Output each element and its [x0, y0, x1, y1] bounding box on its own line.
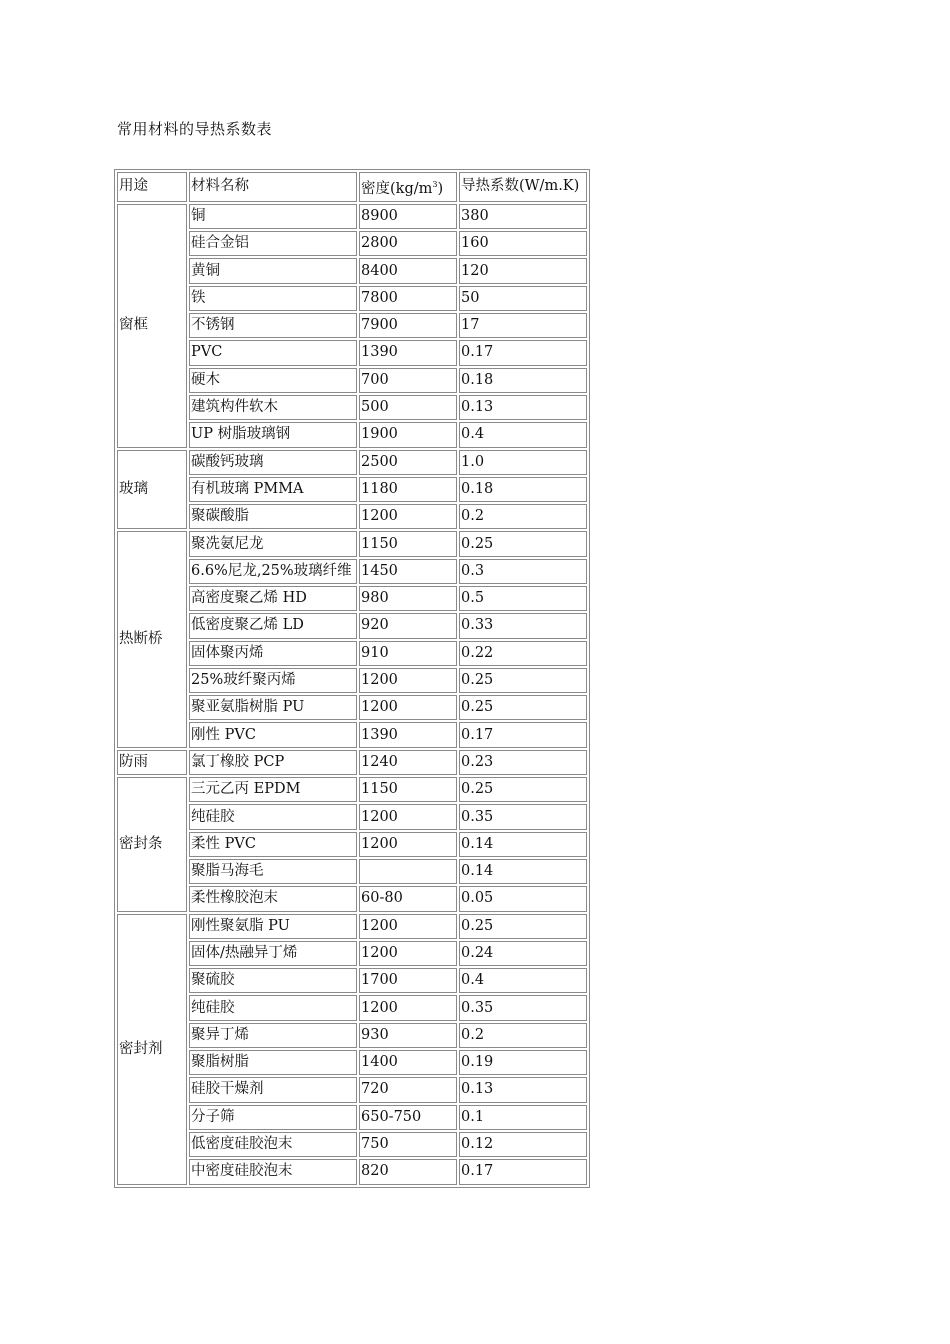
cell-conductivity: 0.25: [459, 695, 587, 720]
cell-use: 玻璃: [117, 450, 187, 530]
table-row: [117, 1077, 587, 1102]
cell-density: 60-80: [359, 886, 457, 911]
table-row: [117, 859, 587, 884]
cell-material-name: 聚硫胶: [189, 968, 357, 993]
cell-material-name: 固体/热融异丁烯: [189, 941, 357, 966]
cell-conductivity: 0.19: [459, 1050, 587, 1075]
cell-conductivity: 0.1: [459, 1105, 587, 1130]
table-row: [117, 941, 587, 966]
cell-conductivity: 0.25: [459, 914, 587, 939]
cell-density: 1390: [359, 722, 457, 747]
table-row: [117, 1159, 587, 1184]
header-density-prefix: 密度(kg/m: [361, 180, 433, 197]
cell-density: 1400: [359, 1050, 457, 1075]
cell-density: 1180: [359, 477, 457, 502]
cell-conductivity: 0.05: [459, 886, 587, 911]
cell-density: 930: [359, 1023, 457, 1048]
table-row: [117, 750, 587, 775]
cell-material-name: 聚脂马海毛: [189, 859, 357, 884]
cell-density: 8400: [359, 258, 457, 283]
cell-material-name: 聚异丁烯: [189, 1023, 357, 1048]
page-title: 常用材料的导热系数表: [117, 120, 273, 138]
cell-density: 820: [359, 1159, 457, 1184]
cell-conductivity: 0.18: [459, 368, 587, 393]
table-row: [117, 313, 587, 338]
cell-material-name: 黄铜: [189, 258, 357, 283]
cell-conductivity: 0.14: [459, 832, 587, 857]
cell-conductivity: 0.35: [459, 995, 587, 1020]
cell-material-name: 硅胶干燥剂: [189, 1077, 357, 1102]
cell-material-name: 刚性聚氨脂 PU: [189, 914, 357, 939]
cell-density: 1900: [359, 422, 457, 447]
cell-density: 1200: [359, 504, 457, 529]
cell-conductivity: 0.22: [459, 641, 587, 666]
cell-density: 2500: [359, 450, 457, 475]
table-row: [117, 886, 587, 911]
cell-use: 防雨: [117, 750, 187, 775]
cell-material-name: 柔性 PVC: [189, 832, 357, 857]
cell-material-name: 不锈钢: [189, 313, 357, 338]
cell-density: 1200: [359, 995, 457, 1020]
cell-material-name: 分子筛: [189, 1105, 357, 1130]
cell-density: 1150: [359, 531, 457, 556]
cell-density: 1150: [359, 777, 457, 802]
thermal-conductivity-table: [114, 169, 590, 1188]
cell-conductivity: 0.24: [459, 941, 587, 966]
cell-material-name: 柔性橡胶泡末: [189, 886, 357, 911]
cell-density: 920: [359, 613, 457, 638]
cell-density: 2800: [359, 231, 457, 256]
cell-conductivity: 0.25: [459, 531, 587, 556]
cell-material-name: 硬木: [189, 368, 357, 393]
table-row: [117, 777, 587, 802]
table-row: [117, 1050, 587, 1075]
cell-density: 1200: [359, 914, 457, 939]
cell-conductivity: 0.12: [459, 1132, 587, 1157]
cell-density: 700: [359, 368, 457, 393]
cell-density: 1200: [359, 804, 457, 829]
table-row: [117, 722, 587, 747]
cell-conductivity: 380: [459, 204, 587, 229]
table-row: [117, 613, 587, 638]
table-row: [117, 231, 587, 256]
cell-material-name: 低密度聚乙烯 LD: [189, 613, 357, 638]
table-row: [117, 395, 587, 420]
header-use: 用途: [117, 172, 187, 202]
cell-conductivity: 0.2: [459, 1023, 587, 1048]
cell-material-name: 铜: [189, 204, 357, 229]
cell-density: 650-750: [359, 1105, 457, 1130]
cell-density: [359, 859, 457, 884]
cell-conductivity: 0.25: [459, 777, 587, 802]
header-material-name: 材料名称: [189, 172, 357, 202]
cell-density: 8900: [359, 204, 457, 229]
cell-material-name: 25%玻纤聚丙烯: [189, 668, 357, 693]
cell-conductivity: 120: [459, 258, 587, 283]
cell-density: 720: [359, 1077, 457, 1102]
table-row: [117, 832, 587, 857]
cell-use: 密封条: [117, 777, 187, 911]
cell-material-name: 聚脂树脂: [189, 1050, 357, 1075]
table-body: [117, 204, 587, 1185]
cell-conductivity: 0.25: [459, 668, 587, 693]
cell-conductivity: 0.4: [459, 422, 587, 447]
cell-conductivity: 0.17: [459, 340, 587, 365]
cell-material-name: PVC: [189, 340, 357, 365]
cell-density: 1240: [359, 750, 457, 775]
cell-density: 1200: [359, 668, 457, 693]
table-row: [117, 504, 587, 529]
table-row: [117, 368, 587, 393]
table-row: [117, 1023, 587, 1048]
cell-material-name: 固体聚丙烯: [189, 641, 357, 666]
cell-material-name: 聚碳酸脂: [189, 504, 357, 529]
cell-conductivity: 17: [459, 313, 587, 338]
cell-density: 1390: [359, 340, 457, 365]
cell-density: 910: [359, 641, 457, 666]
cell-density: 7900: [359, 313, 457, 338]
table-row: [117, 1105, 587, 1130]
cell-material-name: 建筑构件软木: [189, 395, 357, 420]
cell-material-name: 氯丁橡胶 PCP: [189, 750, 357, 775]
cell-conductivity: 0.33: [459, 613, 587, 638]
cell-conductivity: 0.2: [459, 504, 587, 529]
cell-conductivity: 0.4: [459, 968, 587, 993]
cell-conductivity: 0.13: [459, 395, 587, 420]
cell-conductivity: 0.5: [459, 586, 587, 611]
table-row: [117, 968, 587, 993]
cell-material-name: UP 树脂玻璃钢: [189, 422, 357, 447]
cell-material-name: 聚亚氨脂树脂 PU: [189, 695, 357, 720]
cell-conductivity: 0.18: [459, 477, 587, 502]
table-row: [117, 695, 587, 720]
header-density-suffix: ): [437, 180, 444, 197]
cell-conductivity: 0.23: [459, 750, 587, 775]
header-density: [359, 172, 457, 202]
cell-material-name: 6.6%尼龙,25%玻璃纤维: [189, 559, 357, 584]
table-row: [117, 914, 587, 939]
cell-density: 7800: [359, 286, 457, 311]
cell-use: 窗框: [117, 204, 187, 448]
header-conductivity: 导热系数(W/m.K): [459, 172, 587, 202]
cell-material-name: 三元乙丙 EPDM: [189, 777, 357, 802]
cell-conductivity: 0.17: [459, 1159, 587, 1184]
cell-density: 1200: [359, 695, 457, 720]
cell-material-name: 纯硅胶: [189, 804, 357, 829]
cell-density: 1450: [359, 559, 457, 584]
cell-use: 密封剂: [117, 914, 187, 1185]
cell-material-name: 聚冼氨尼龙: [189, 531, 357, 556]
cell-conductivity: 1.0: [459, 450, 587, 475]
table-row: [117, 204, 587, 229]
cell-density: 1200: [359, 941, 457, 966]
table-row: [117, 477, 587, 502]
cell-material-name: 纯硅胶: [189, 995, 357, 1020]
cell-use: 热断桥: [117, 531, 187, 747]
cell-material-name: 中密度硅胶泡末: [189, 1159, 357, 1184]
table-header-row: [117, 172, 587, 202]
cell-material-name: 铁: [189, 286, 357, 311]
table-row: [117, 668, 587, 693]
table-row: [117, 531, 587, 556]
cell-material-name: 高密度聚乙烯 HD: [189, 586, 357, 611]
cell-density: 980: [359, 586, 457, 611]
cell-density: 1700: [359, 968, 457, 993]
table-row: [117, 586, 587, 611]
table-row: [117, 995, 587, 1020]
cell-material-name: 低密度硅胶泡末: [189, 1132, 357, 1157]
cell-material-name: 碳酸钙玻璃: [189, 450, 357, 475]
table-row: [117, 450, 587, 475]
table-row: [117, 340, 587, 365]
table-row: [117, 1132, 587, 1157]
cell-density: 1200: [359, 832, 457, 857]
cell-conductivity: 160: [459, 231, 587, 256]
table-row: [117, 422, 587, 447]
cell-material-name: 刚性 PVC: [189, 722, 357, 747]
cell-conductivity: 0.3: [459, 559, 587, 584]
table-row: [117, 804, 587, 829]
cell-conductivity: 0.35: [459, 804, 587, 829]
cell-material-name: 硅合金铝: [189, 231, 357, 256]
cell-conductivity: 0.13: [459, 1077, 587, 1102]
cell-conductivity: 0.17: [459, 722, 587, 747]
table-row: [117, 641, 587, 666]
cell-conductivity: 50: [459, 286, 587, 311]
table-row: [117, 258, 587, 283]
header-density-sup: 3: [432, 180, 438, 189]
table-row: [117, 286, 587, 311]
cell-material-name: 有机玻璃 PMMA: [189, 477, 357, 502]
cell-density: 750: [359, 1132, 457, 1157]
cell-density: 500: [359, 395, 457, 420]
cell-conductivity: 0.14: [459, 859, 587, 884]
table-row: [117, 559, 587, 584]
